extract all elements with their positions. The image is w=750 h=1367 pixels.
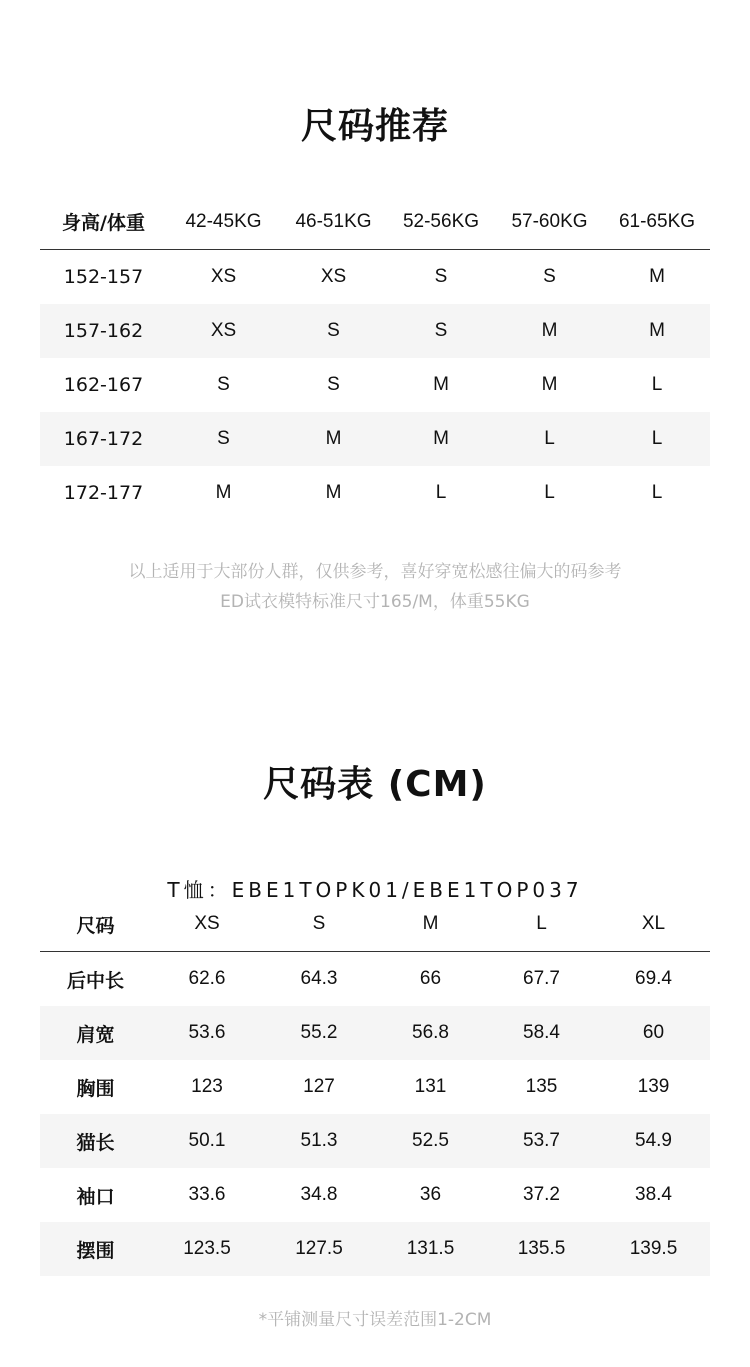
measurement-cell: 55.2 <box>263 1006 375 1060</box>
size-cell: S <box>327 374 340 395</box>
table-row <box>40 1006 710 1060</box>
size-cell: L <box>495 412 604 466</box>
size-cell: L <box>435 482 447 503</box>
size-cell: M <box>541 374 558 395</box>
table-row <box>40 1168 710 1222</box>
height-range-cell: 172-177 <box>63 482 144 504</box>
header-cell-size-name: L <box>486 897 597 952</box>
measurement-label: 摆围 <box>40 1222 151 1276</box>
header-cell-height-weight: 身高/体重 <box>40 194 167 250</box>
measurement-label: 肩宽 <box>40 1006 151 1060</box>
table-header-row <box>40 897 710 952</box>
header-cell-size-name: XL <box>597 897 710 952</box>
header-cell-size-name: S <box>263 897 375 952</box>
table-header-row <box>40 194 710 250</box>
measurement-cell: 131.5 <box>375 1222 486 1276</box>
measurement-cell: 38.4 <box>635 1184 672 1205</box>
measurement-cell: 123.5 <box>151 1222 263 1276</box>
measurement-cell: 127.5 <box>263 1222 375 1276</box>
size-cell: S <box>280 304 387 358</box>
size-cell: M <box>433 374 449 395</box>
header-cell-size-name: XS <box>151 897 263 952</box>
size-cell: M <box>215 482 232 503</box>
model-size-note: ED试衣模特标准尺寸165/M，体重55KG <box>220 592 530 612</box>
measurement-cell: 56.8 <box>375 1006 486 1060</box>
size-cell: M <box>495 304 604 358</box>
header-cell-weight-range: 52-56KG <box>387 194 495 250</box>
measurement-cell: 53.7 <box>486 1114 597 1168</box>
size-cell: M <box>280 412 387 466</box>
measurement-cell: 127 <box>303 1076 335 1097</box>
header-cell-weight-range: 42-45KG <box>167 194 280 250</box>
size-cell: S <box>167 412 280 466</box>
size-cell: M <box>325 482 342 503</box>
table-row <box>40 250 710 305</box>
measurement-label: 猫长 <box>40 1114 151 1168</box>
size-cell: S <box>434 266 448 287</box>
measurement-tolerance-note: *平铺测量尺寸误差范围1-2CM <box>258 1310 492 1330</box>
measurement-cell: 69.4 <box>635 968 672 989</box>
size-cell: XS <box>167 304 280 358</box>
measurement-cell: 58.4 <box>486 1006 597 1060</box>
size-chart-title: 尺码表 (CM) <box>263 764 487 805</box>
measurement-cell: 53.6 <box>151 1006 263 1060</box>
size-cell: S <box>543 266 556 287</box>
size-recommendation-title: 尺码推荐 <box>300 106 449 147</box>
measurement-label: 胸围 <box>76 1077 115 1100</box>
size-cell: XS <box>210 266 237 287</box>
size-cell: L <box>651 374 663 395</box>
size-chart-table <box>40 897 710 1276</box>
size-cell: M <box>387 412 495 466</box>
measurement-cell: 135 <box>525 1076 558 1097</box>
table-row <box>40 1222 710 1276</box>
measurement-cell: 131 <box>414 1076 447 1097</box>
measurement-cell: 34.8 <box>300 1184 338 1205</box>
table-row <box>40 466 710 520</box>
table-row <box>40 1114 710 1168</box>
measurement-cell: 37.2 <box>523 1184 560 1205</box>
header-cell-size-name: M <box>375 897 486 952</box>
header-cell-weight-range: 61-65KG <box>604 194 710 250</box>
size-cell: XS <box>320 266 347 287</box>
header-cell-size: 尺码 <box>40 897 151 952</box>
measurement-label: 袖口 <box>76 1185 115 1208</box>
table-row <box>40 358 710 412</box>
height-range-cell: 157-162 <box>40 304 167 358</box>
size-cell: L <box>604 412 710 466</box>
measurement-cell: 62.6 <box>188 968 226 989</box>
header-cell-weight-range: 57-60KG <box>495 194 604 250</box>
size-cell: S <box>387 304 495 358</box>
measurement-cell: 54.9 <box>597 1114 710 1168</box>
size-recommendation-table <box>40 194 710 520</box>
measurement-cell: 139.5 <box>597 1222 710 1276</box>
table-row <box>40 304 710 358</box>
size-cell: L <box>544 482 555 503</box>
measurement-cell: 66 <box>419 968 442 989</box>
measurement-cell: 139 <box>637 1076 670 1097</box>
measurement-cell: 52.5 <box>375 1114 486 1168</box>
measurement-cell: 135.5 <box>486 1222 597 1276</box>
measurement-cell: 64.3 <box>300 968 338 989</box>
table-row <box>40 952 710 1007</box>
size-cell: M <box>604 304 710 358</box>
measurement-cell: 36 <box>419 1184 442 1205</box>
measurement-cell: 67.7 <box>523 968 560 989</box>
size-cell: S <box>217 374 230 395</box>
measurement-cell: 51.3 <box>263 1114 375 1168</box>
table-row <box>40 1060 710 1114</box>
product-code: T恤：EBE1TOPK01/EBE1TOP037 <box>167 878 583 902</box>
size-cell: M <box>649 266 665 287</box>
height-range-cell: 162-167 <box>63 374 144 396</box>
measurement-cell: 33.6 <box>188 1184 226 1205</box>
table-row <box>40 412 710 466</box>
measurement-cell: 123 <box>191 1076 223 1097</box>
height-range-cell: 152-157 <box>63 266 144 288</box>
header-cell-weight-range: 46-51KG <box>280 194 387 250</box>
measurement-cell: 60 <box>597 1006 710 1060</box>
measurement-cell: 50.1 <box>151 1114 263 1168</box>
size-cell: L <box>651 482 663 503</box>
measurement-label: 后中长 <box>66 969 124 992</box>
recommendation-note: 以上适用于大部份人群，仅供参考，喜好穿宽松感往偏大的码参考 <box>128 562 622 582</box>
height-range-cell: 167-172 <box>40 412 167 466</box>
